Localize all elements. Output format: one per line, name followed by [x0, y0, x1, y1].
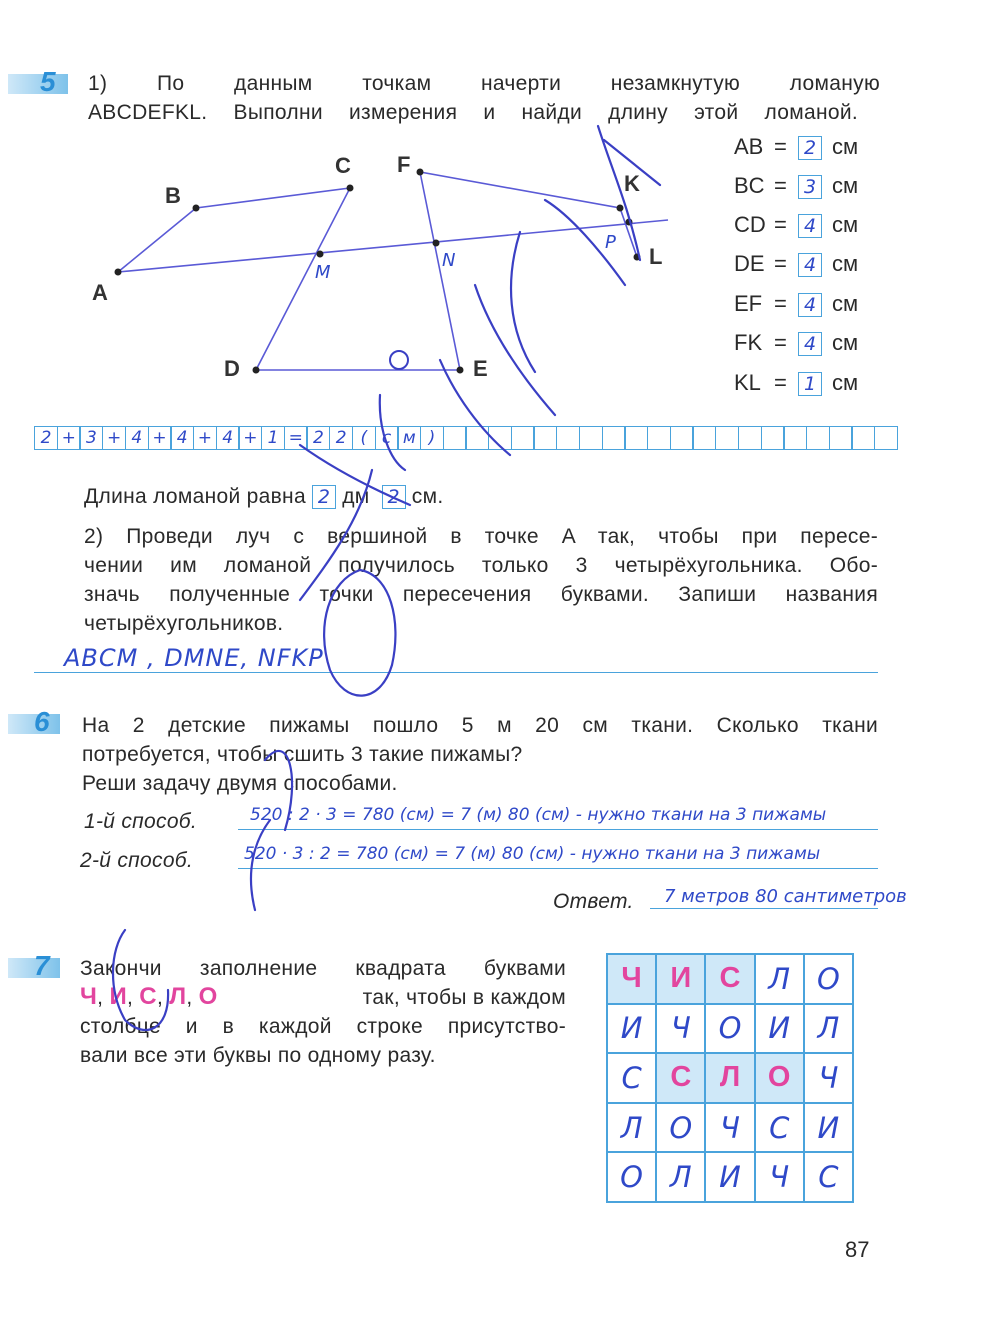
sum-cell[interactable]	[738, 426, 762, 450]
letter-l: Л	[169, 983, 187, 1010]
way-1-answer[interactable]: 520 : 2 · 3 = 780 (см) = 7 (м) 80 (см) - нужно ткани на 3 пижамы	[250, 805, 827, 825]
sum-cell[interactable]	[874, 426, 898, 450]
sum-cell[interactable]	[579, 426, 603, 450]
task-7-line-1: Закончи заполнение квадрата буквами	[80, 957, 566, 980]
sum-cell[interactable]: +	[148, 426, 172, 450]
given-letter-cell: С	[705, 954, 754, 1004]
sum-cell[interactable]	[783, 426, 807, 450]
measure-cd-value[interactable]: 4	[798, 214, 822, 238]
point-d	[253, 367, 260, 374]
point-k	[617, 205, 624, 212]
sum-cell[interactable]: +	[57, 426, 81, 450]
sum-cell[interactable]	[692, 426, 716, 450]
label-c: C	[335, 153, 351, 178]
label-m: M	[315, 262, 331, 283]
label-p: P	[605, 232, 616, 253]
way-2-answer[interactable]: 520 · 3 : 2 = 780 (см) = 7 (м) 80 (см) - нужно ткани на 3 пижамы	[244, 844, 821, 864]
sum-cell-row[interactable]	[34, 426, 897, 450]
measure-bc: BC = 3 см	[734, 173, 859, 199]
filled-letter-cell[interactable]: Л	[607, 1103, 656, 1153]
point-f	[417, 169, 424, 176]
filled-letter-cell[interactable]: Ч	[705, 1103, 754, 1153]
sum-cell[interactable]	[715, 426, 739, 450]
filled-letter-cell[interactable]: О	[705, 1004, 754, 1054]
task-6-number: 6	[34, 706, 50, 737]
label-a: A	[92, 280, 108, 305]
answer-line	[34, 672, 878, 673]
filled-letter-cell[interactable]: О	[607, 1152, 656, 1202]
sum-cell[interactable]: 4	[216, 426, 240, 450]
quadrilaterals-answer[interactable]: ABCM , DMNE, NFKP	[64, 644, 324, 672]
sum-cell[interactable]: (	[352, 426, 376, 450]
sum-cell[interactable]: =	[284, 426, 308, 450]
filled-letter-cell[interactable]: Ч	[656, 1004, 705, 1054]
sum-cell[interactable]	[670, 426, 694, 450]
letter-i: И	[109, 983, 128, 1010]
measure-bc-value[interactable]: 3	[798, 175, 822, 199]
way-1-label: 1-й способ.	[84, 810, 198, 833]
measure-ef: EF = 4 см	[734, 291, 859, 317]
sum-cell[interactable]: +	[102, 426, 126, 450]
point-b	[193, 205, 200, 212]
letter-ch: Ч	[80, 983, 98, 1010]
label-k: K	[624, 171, 640, 196]
label-d: D	[224, 356, 240, 381]
sum-cell[interactable]: м	[397, 426, 421, 450]
sum-cell[interactable]: 1	[261, 426, 285, 450]
filled-letter-cell[interactable]: Ч	[755, 1152, 804, 1202]
filled-letter-cell[interactable]: Л	[656, 1152, 705, 1202]
sum-cell[interactable]	[511, 426, 535, 450]
measure-ab-value[interactable]: 2	[798, 136, 822, 160]
task-5-text-line-1: 1) По данным точкам начерти незамкнутую ломаную	[88, 72, 880, 95]
filled-letter-cell[interactable]: И	[755, 1004, 804, 1054]
sum-cell[interactable]: 2	[306, 426, 330, 450]
length-dm-box[interactable]: 2	[312, 485, 336, 509]
sum-cell[interactable]	[647, 426, 671, 450]
filled-letter-cell[interactable]: Л	[755, 954, 804, 1004]
task-6-line-3: Реши задачу двумя способами.	[82, 772, 398, 795]
measure-cd: CD = 4 см	[734, 212, 859, 238]
task-6-line-2: потребуется, чтобы сшить 3 такие пижамы?	[82, 743, 523, 766]
measure-fk-value[interactable]: 4	[798, 332, 822, 356]
sum-cell[interactable]	[465, 426, 489, 450]
answer-label: Ответ.	[553, 890, 634, 913]
given-letter-cell: Л	[705, 1053, 754, 1103]
way-2-label: 2-й способ.	[80, 849, 194, 872]
letter-s: С	[139, 983, 157, 1010]
task-5-part2-line-3: значь полученные точки пересечения буквами. Запиши названия	[84, 583, 878, 606]
task-6-line-1: На 2 детские пижамы пошло 5 м 20 см ткани. Сколько ткани	[82, 714, 878, 737]
filled-letter-cell[interactable]: С	[755, 1103, 804, 1153]
measure-kl: KL = 1 см	[734, 370, 859, 396]
point-m	[317, 251, 324, 258]
filled-letter-cell[interactable]: И	[705, 1152, 754, 1202]
task-5-part2-line-2: чении им ломаной получилось только 3 четырёхугольника. Обо-	[84, 554, 878, 577]
point-a	[115, 269, 122, 276]
point-p	[626, 219, 633, 226]
way-1-line	[238, 829, 878, 830]
label-f: F	[397, 152, 411, 177]
sum-cell[interactable]: 2	[34, 426, 58, 450]
measure-kl-value[interactable]: 1	[798, 372, 822, 396]
filled-letter-cell[interactable]: И	[607, 1004, 656, 1054]
sum-cell[interactable]	[488, 426, 512, 450]
sum-cell[interactable]: )	[420, 426, 444, 450]
task-7-line-4: вали все эти буквы по одному разу.	[80, 1044, 436, 1067]
filled-letter-cell[interactable]: И	[804, 1103, 853, 1153]
given-letter-cell: Ч	[607, 954, 656, 1004]
label-b: B	[165, 183, 181, 208]
sum-cell[interactable]: 4	[125, 426, 149, 450]
filled-letter-cell[interactable]: О	[804, 954, 853, 1004]
sum-cell[interactable]: с	[375, 426, 399, 450]
letter-square-grid	[606, 953, 854, 1203]
sum-cell[interactable]	[533, 426, 557, 450]
label-n: N	[442, 250, 456, 271]
answer-value-line	[650, 908, 878, 909]
sum-cell[interactable]	[806, 426, 830, 450]
page-number: 87	[845, 1237, 870, 1262]
sum-cell[interactable]	[624, 426, 648, 450]
filled-letter-cell[interactable]: Л	[804, 1004, 853, 1054]
task-5-text-line-2: ABCDEFKL. Выполни измерения и найди длину этой ломаной.	[88, 101, 858, 124]
task-5-number: 5	[40, 66, 56, 97]
letter-o: О	[198, 983, 218, 1010]
sum-cell[interactable]: 2	[329, 426, 353, 450]
measure-de-value[interactable]: 4	[798, 253, 822, 277]
sum-cell[interactable]	[556, 426, 580, 450]
point-n	[433, 240, 440, 247]
task-7-number: 7	[34, 950, 50, 981]
sum-cell[interactable]	[761, 426, 785, 450]
point-l	[634, 254, 641, 261]
task-7-line-2: Ч, И, С, Л, О так, чтобы в каждом	[80, 983, 566, 1010]
given-letter-cell: О	[755, 1053, 804, 1103]
filled-letter-cell[interactable]: С	[804, 1152, 853, 1202]
length-sentence: Длина ломаной равна 2 дм 2 см.	[84, 485, 444, 509]
given-letter-cell: И	[656, 954, 705, 1004]
filled-letter-cell[interactable]: О	[656, 1103, 705, 1153]
point-e	[457, 367, 464, 374]
way-2-line	[238, 868, 878, 869]
filled-letter-cell[interactable]: С	[607, 1053, 656, 1103]
answer-value[interactable]: 7 метров 80 сантиметров	[664, 886, 907, 907]
sum-cell[interactable]: 3	[79, 426, 103, 450]
length-cm-box[interactable]: 2	[382, 485, 406, 509]
sum-cell[interactable]	[443, 426, 467, 450]
sum-cell[interactable]: +	[193, 426, 217, 450]
given-letter-cell: С	[656, 1053, 705, 1103]
sum-cell[interactable]: +	[238, 426, 262, 450]
measure-ab: AB = 2 см	[734, 134, 859, 160]
task-5-part2-line-1: 2) Проведи луч с вершиной в точке A так, чтобы при пересе-	[84, 525, 878, 548]
filled-letter-cell[interactable]: Ч	[804, 1053, 853, 1103]
point-c	[347, 185, 354, 192]
task-5-part2-line-4: четырёхугольников.	[84, 612, 284, 635]
label-l: L	[649, 244, 663, 269]
task-7-line-3: столбце и в каждой строке присутство-	[80, 1015, 566, 1038]
measure-de: DE = 4 см	[734, 251, 859, 277]
measure-ef-value[interactable]: 4	[798, 293, 822, 317]
measure-fk: FK = 4 см	[734, 330, 859, 356]
sum-cell[interactable]	[602, 426, 626, 450]
label-e: E	[473, 356, 488, 381]
sum-cell[interactable]: 4	[170, 426, 194, 450]
sum-cell[interactable]	[829, 426, 853, 450]
sum-cell[interactable]	[851, 426, 875, 450]
